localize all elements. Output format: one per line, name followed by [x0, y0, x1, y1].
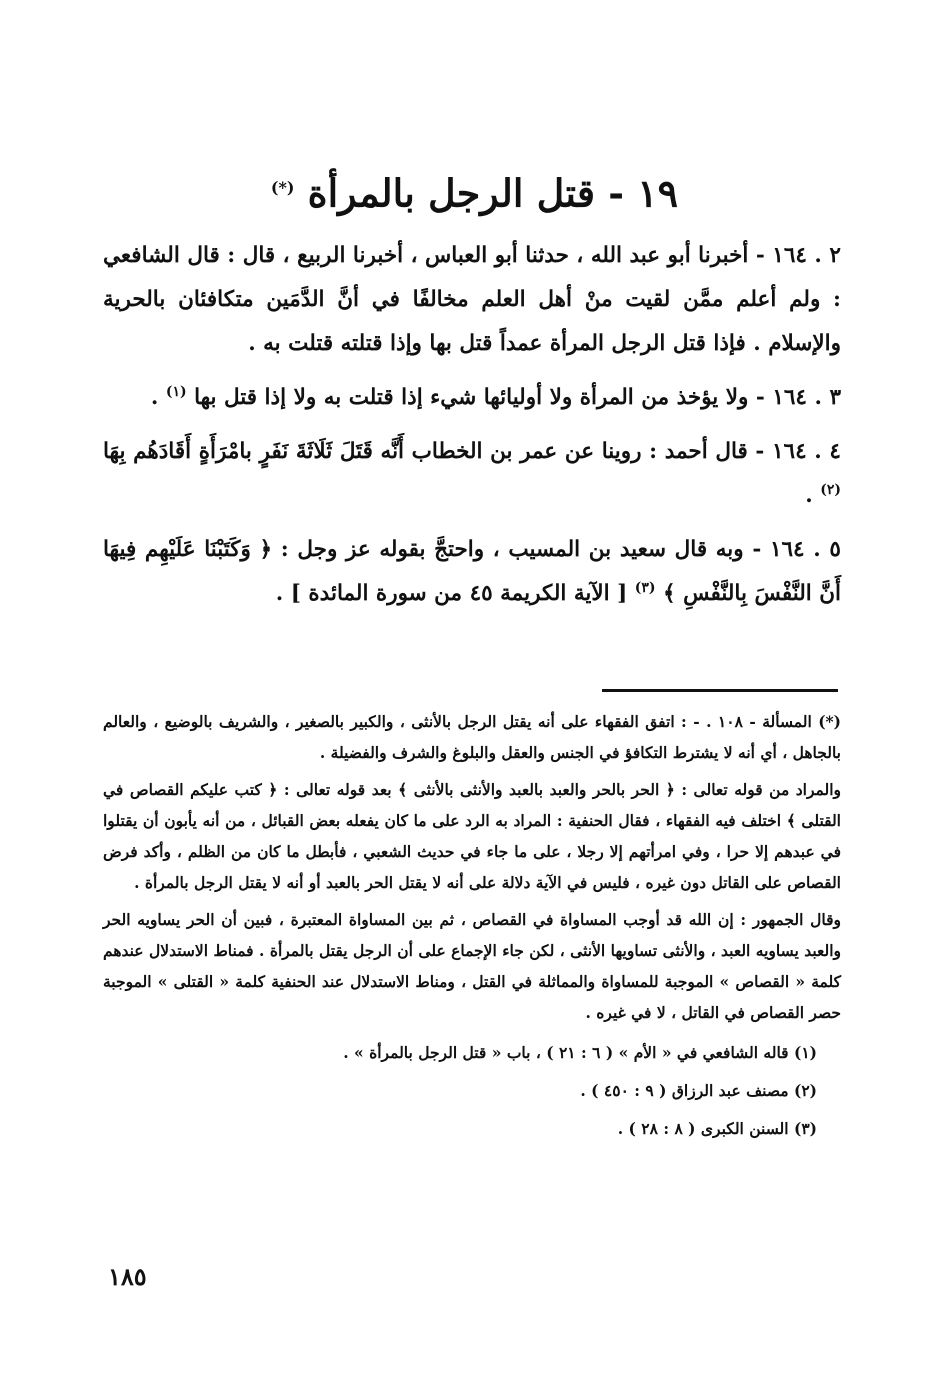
- footnote-3: (٣) السنن الكبرى ( ٨ : ٢٨ ) .: [617, 1119, 817, 1138]
- chapter-title: [100, 160, 849, 222]
- notes-section: [103, 706, 841, 1148]
- footnote-reference: (٣): [634, 579, 656, 596]
- footnote-reference: (١): [165, 383, 187, 400]
- note-paragraph: والمراد من قوله تعالى : ﴿ الحر بالحر والعبد بالعبد والأنثى بالأنثى ﴾ بعد قوله تعالى : ﴿ كتب عليكم القصاص في القتلى ﴾ اختلف فيه الفقهاء ، فقال الحنفية : المراد به الرد على ما كان يفعله بعض القبائل ، من أنه يأبون أن يقتلوا في عبدهم إلا حرا ، وفي امرأتهم إلا رجلا ، على ما جاء في حديث الشعبي ، فأبطل ما كان من الظلم ، وأكد فرض القصاص على القاتل دون غيره ، فليس في الآية دلالة على أنه لا يقتل الحر بالعبد أو أنه لا يقتل الرجل بالمرأة .: [103, 780, 841, 892]
- footnote-2: (٢) مصنف عبد الرزاق ( ٩ : ٤٥٠ ) .: [580, 1081, 817, 1100]
- main-text: [103, 234, 841, 626]
- paragraph-text-end: [ الآية الكريمة ٤٥ من سورة المائدة ] .: [275, 581, 635, 606]
- paragraph-164-4: [103, 430, 841, 518]
- paragraph-text-end: .: [150, 385, 166, 410]
- note-paragraph: (*) المسألة - ١٠٨ . - : اتفق الفقهاء على أنه يقتل الرجل بالأنثى ، والكبير بالصغير ، والشريف بالوضيع ، والعالم بالجاهل ، أي أنه لا يشترط التكافؤ في الجنس والعقل والبلوغ والشرف والفضيلة .: [103, 712, 841, 762]
- paragraph-text: - وبه قال سعيد بن المسيب ، واحتجَّ بقوله عز وجل : ﴿ وَكَتَبْنَا عَلَيْهِم فِيهَا أَنَّ النَّفْسَ بِالنَّفْسِ ﴾: [103, 537, 841, 606]
- paragraph-number: ٤ . ١٦٤: [772, 439, 841, 464]
- paragraph-number: ٢ . ١٦٤: [772, 243, 841, 268]
- footnote-reference: (٢): [820, 481, 841, 498]
- paragraph-164-2: [103, 234, 841, 366]
- paragraph-text: - قال أحمد : روينا عن عمر بن الخطاب أَنَّه قَتَلَ ثَلَاثَةَ نَفَرٍ بامْرَأَةٍ أَقَادَهُم بِهَا: [103, 439, 772, 464]
- paragraph-text-end: .: [805, 483, 821, 508]
- footnote-separator-rule: [602, 689, 838, 692]
- chapter-title-text: ١٩ - قتل الرجل بالمرأة: [307, 170, 679, 216]
- paragraph-text: - أخبرنا أبو عبد الله ، حدثنا أبو العباس ، أخبرنا الربيع ، قال : قال الشافعي : ولم أعلم ممَّن لقيت منْ أهل العلم مخالفًا في أنَّ الدَّمَين متكافئان بالحرية والإسلام . فإذا قتل الرجل المرأة عمداً قتل بها وإذا قتلته قتلت به .: [103, 243, 841, 356]
- paragraph-164-3: [103, 376, 841, 420]
- paragraph-number: ٥ . ١٦٤: [769, 537, 841, 562]
- paragraph-text: - ولا يؤخذ من المرأة ولا أوليائها شيء إذا قتلت به ولا إذا قتل بها: [194, 385, 773, 410]
- note-paragraph: وقال الجمهور : إن الله قد أوجب المساواة في القصاص ، ثم بين المساواة المعتبرة ، فبين أن الحر يساويه الحر والعبد يساويه العبد ، والأنثى تساويها الأنثى ، لكن جاء الإجماع على أن الرجل يقتل بالمرأة . فمناط الاستدلال عندهم كلمة « القصاص » الموجبة للمساواة والمماثلة في القتل ، ومناط الاستدلال عند الحنفية كلمة « القتلى » الموجبة حصر القصاص في القاتل ، لا في غيره .: [103, 910, 841, 1022]
- paragraph-number: ٣ . ١٦٤: [772, 385, 841, 410]
- page-number: ١٨٥: [108, 1262, 147, 1291]
- chapter-title-reference: (*): [270, 178, 295, 197]
- footnote-1: (١) قاله الشافعي في « الأم » ( ٦ : ٢١ ) ، باب « قتل الرجل بالمرأة » .: [343, 1043, 817, 1062]
- paragraph-164-5: [103, 528, 841, 616]
